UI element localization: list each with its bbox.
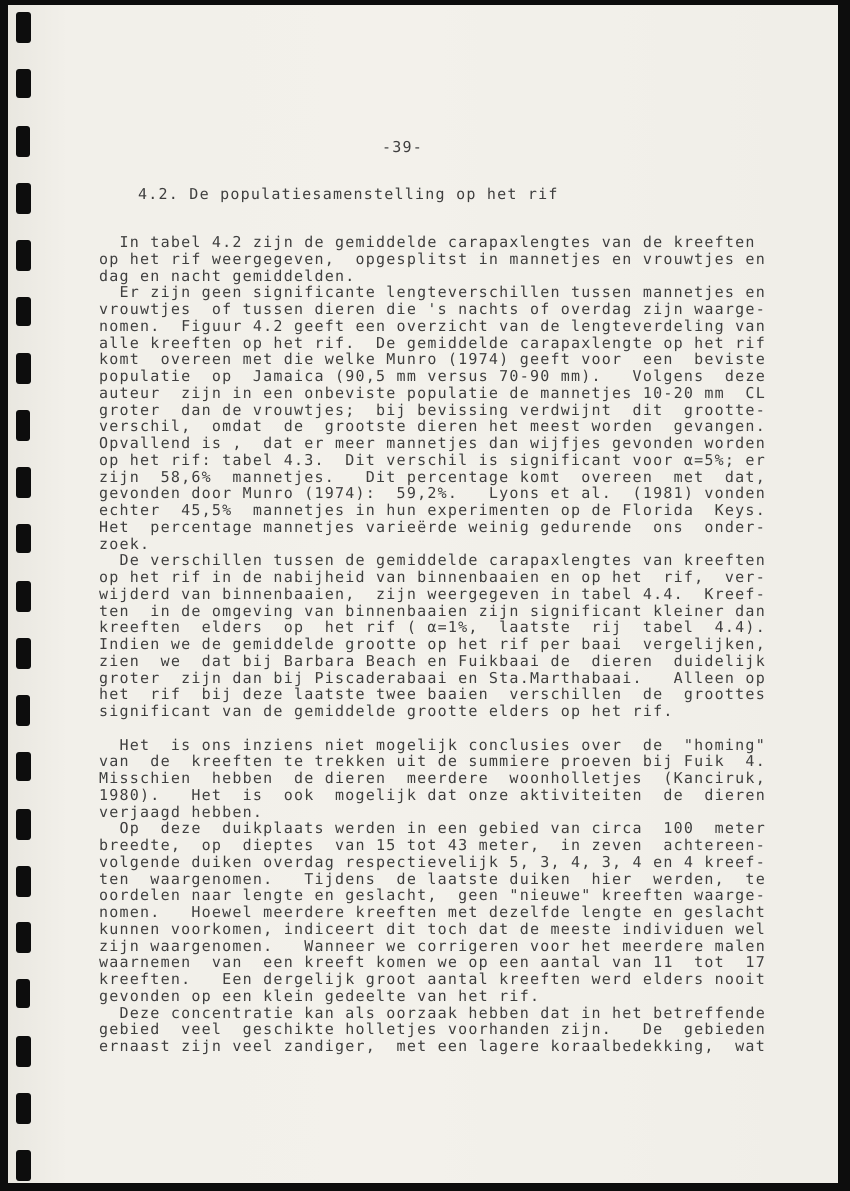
text-line: echter 45,5% mannetjes in hun experimenten op de Florida Keys. [99, 501, 766, 519]
text-line: dag en nacht gemiddelden. [99, 266, 356, 285]
text-line: groter zijn dan bij Piscaderabaai en Sta.Marthabaai. Alleen op [99, 668, 766, 687]
text-line: komt overeen met die welke Munro (1974) geeft voor een beviste [99, 350, 766, 369]
text-line: zien we dat bij Barbara Beach en Fuikbaai de dieren duidelijk [99, 651, 766, 670]
page-number: -39- [382, 138, 424, 156]
binding-hole [16, 410, 30, 441]
text-line: het rif bij deze laatste twee baaien verschillen de groottes [99, 685, 766, 704]
text-line: Indien we de gemiddelde grootte op het rif per baai vergelijken, [99, 635, 766, 653]
text-line: ten waargenomen. Tijdens de laatste duiken hier werden, te [99, 869, 766, 888]
binding-hole [16, 1036, 31, 1067]
binding-hole [16, 524, 31, 553]
text-line: alle kreeften op het rif. De gemiddelde carapaxlengte op het rif [99, 333, 766, 352]
text-line: gevonden op een klein gedeelte van het rif. [99, 986, 541, 1005]
text-line: kunnen voorkomen, indiceert dit toch dat de meeste individuen wel [99, 919, 766, 938]
text-line: Er zijn geen significante lengteverschillen tussen mannetjes en [99, 283, 766, 302]
binding-holes [0, 0, 50, 1191]
binding-hole [16, 809, 31, 840]
text-line: Het percentage mannetjes varieërde weinig gedurende ons onder- [99, 517, 766, 536]
text-line: Misschien hebben de dieren meerdere woonholletjes (Kanciruk, [99, 769, 766, 787]
text-line: nomen. Figuur 4.2 geeft een overzicht van de lengteverdeling van [99, 316, 766, 335]
text-line: Op deze duikplaats werden in een gebied van circa 100 meter [99, 819, 766, 838]
binding-hole [16, 1093, 31, 1124]
body-text [99, 234, 799, 1055]
text-line: groter dan de vrouwtjes; bij bevissing verdwijnt dit grootte- [99, 400, 766, 419]
text-line: verschil, omdat de grootste dieren het meest worden gevangen. [99, 417, 766, 436]
text-line [99, 720, 799, 737]
text-line: significant van de gemiddelde grootte elders op het rif. [99, 702, 674, 720]
text-line: zijn waargenomen. Wanneer we corrigeren voor het meerdere malen [99, 936, 766, 955]
text-line: kreeften. Een dergelijk groot aantal kreeften werd elders nooit [99, 970, 766, 988]
text-line: wijderd van binnenbaaien, zijn weergegeven in tabel 4.4. Kreef- [99, 584, 766, 603]
text-line: populatie op Jamaica (90,5 mm versus 70-90 mm). Volgens deze [99, 367, 766, 385]
text-line: ernaast zijn veel zandiger, met een lagere koraalbedekking, wat [99, 1037, 766, 1055]
binding-hole [16, 69, 31, 98]
text-line: op het rif: tabel 4.3. Dit verschil is significant voor α=5%; er [99, 450, 766, 469]
binding-hole [16, 922, 31, 953]
text-line: waarnemen van een kreeft komen we op een aantal van 11 tot 17 [99, 953, 766, 972]
binding-hole [16, 1150, 31, 1181]
text-line: van de kreeften te trekken uit de summiere proeven bij Fuik 4. [99, 752, 766, 771]
binding-hole [16, 752, 31, 781]
text-line: verjaagd hebben. [99, 802, 264, 821]
binding-hole [16, 353, 31, 384]
text-line: nomen. Hoewel meerdere kreeften met dezelfde lengte en geslacht [99, 903, 766, 921]
binding-hole [16, 297, 31, 326]
text-line: op het rif weergegeven, opgesplitst in mannetjes en vrouwtjes en [99, 249, 766, 268]
section-heading: 4.2. De populatiesamenstelling op het rif [138, 185, 559, 203]
text-line: gevonden door Munro (1974): 59,2%. Lyons et al. (1981) vonden [99, 484, 766, 503]
text-line: auteur zijn in een onbeviste populatie de mannetjes 10-20 mm CL [99, 383, 766, 402]
text-line: Het is ons inziens niet mogelijk conclusies over de "homing" [99, 735, 766, 754]
binding-hole [16, 467, 31, 498]
text-line: gebied veel geschikte holletjes voorhanden zijn. De gebieden [99, 1020, 766, 1039]
text-line: 1980). Het is ook mogelijk dat onze aktiviteiten de dieren [99, 785, 766, 804]
text-line: Opvallend is , dat er meer mannetjes dan wijfjes gevonden worden [99, 434, 766, 452]
text-line: kreeften elders op het rif ( α=1%, laatste rij tabel 4.4). [99, 618, 766, 637]
text-line: breedte, op dieptes van 15 tot 43 meter, in zeven achtereen- [99, 836, 766, 854]
binding-hole [16, 183, 31, 214]
text-line: zijn 58,6% mannetjes. Dit percentage komt overeen met dat, [99, 467, 766, 486]
text-line: ten in de omgeving van binnenbaaien zijn significant kleiner dan [99, 601, 766, 620]
text-line: In tabel 4.2 zijn de gemiddelde carapaxlengtes van de kreeften [99, 233, 756, 251]
binding-hole [16, 638, 31, 669]
binding-hole [16, 866, 31, 897]
text-line: oordelen naar lengte en geslacht, geen "nieuwe" kreeften waarge- [99, 886, 766, 905]
binding-hole [16, 979, 30, 1008]
binding-hole [16, 12, 31, 43]
text-line: volgende duiken overdag respectievelijk 5, 3, 4, 3, 4 en 4 kreef- [99, 852, 766, 871]
text-line: vrouwtjes of tussen dieren die 's nachts of overdag zijn waarge- [99, 300, 766, 318]
text-line: zoek. [99, 534, 151, 553]
binding-hole [16, 581, 31, 612]
text-line: De verschillen tussen de gemiddelde carapaxlengtes van kreeften [99, 551, 766, 570]
text-line: Deze concentratie kan als oorzaak hebben dat in het betreffende [99, 1003, 766, 1022]
binding-hole [16, 695, 30, 726]
binding-hole [16, 240, 31, 271]
binding-hole [16, 126, 30, 157]
text-line: op het rif in de nabijheid van binnenbaaien en op het rif, ver- [99, 568, 766, 586]
